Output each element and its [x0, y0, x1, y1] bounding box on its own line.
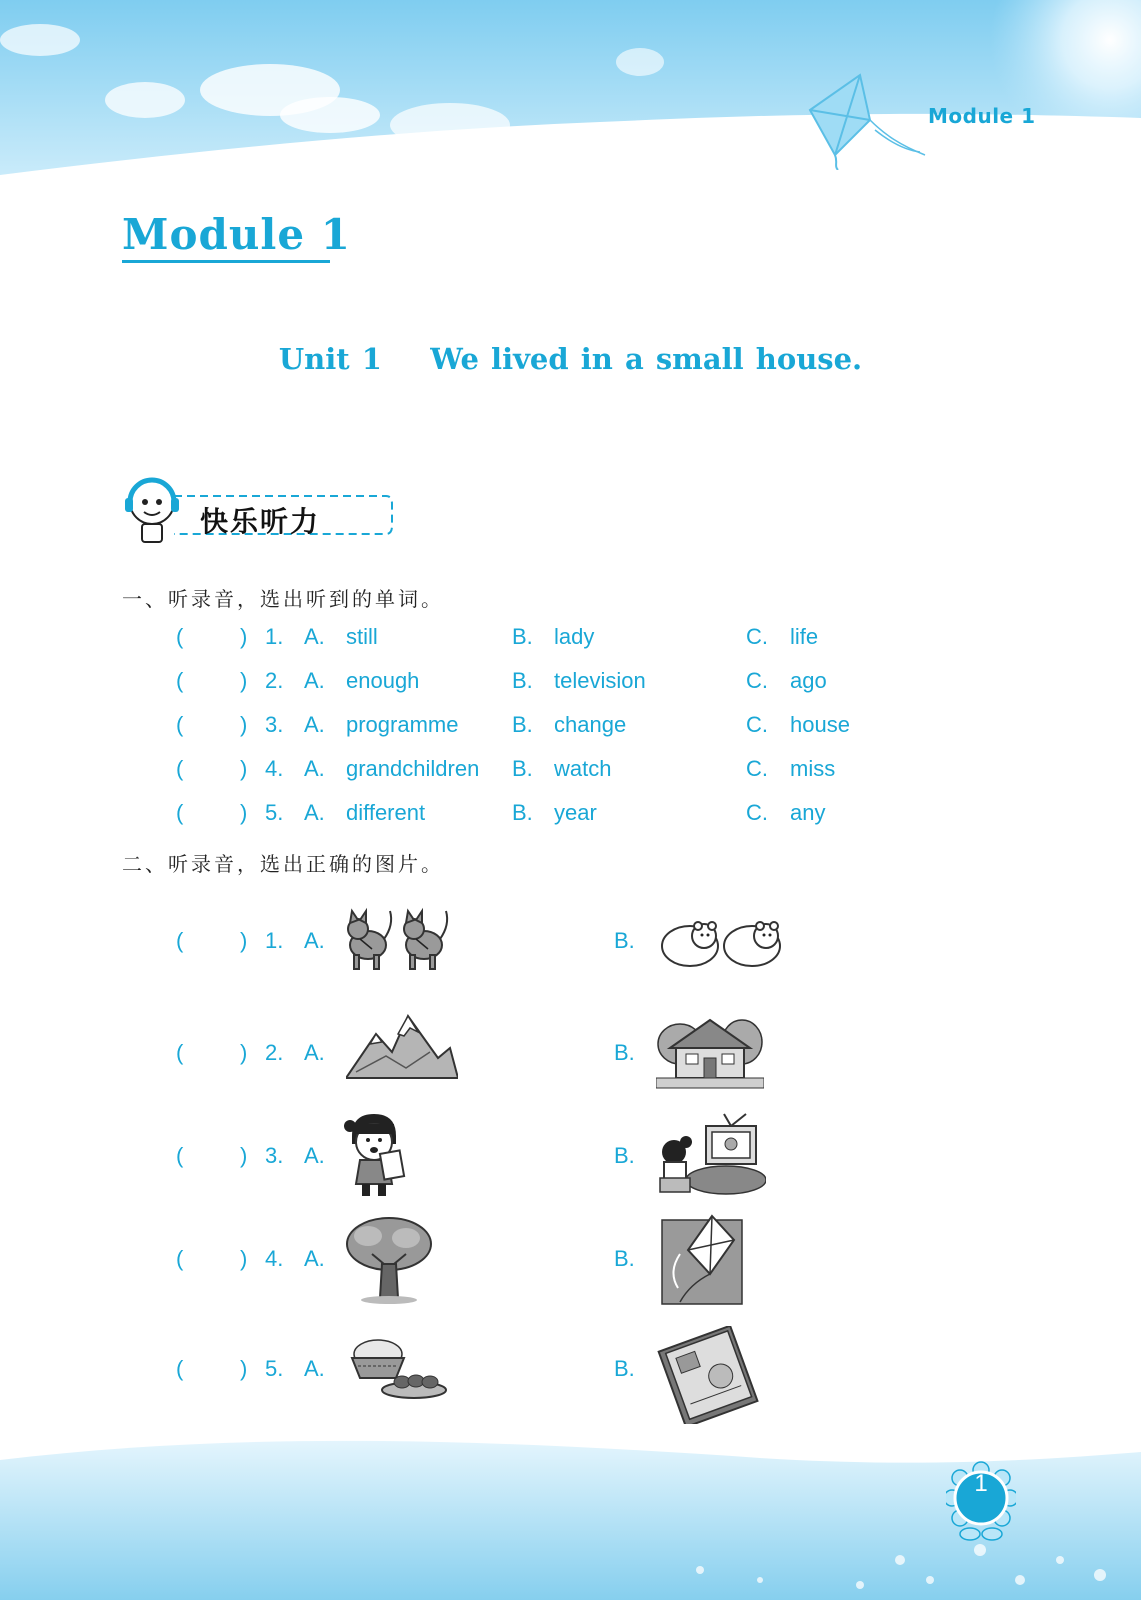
option-b-label: B.	[512, 712, 533, 737]
answer-paren-left: (	[176, 800, 184, 825]
section-banner-title: 快乐听力	[200, 505, 321, 538]
answer-paren-right: )	[240, 624, 248, 649]
option-c-label: C.	[746, 624, 768, 649]
module-title-underline	[122, 260, 330, 263]
item-number: 1.	[265, 928, 284, 953]
item-number: 5.	[265, 1356, 284, 1381]
kite-icon	[660, 1214, 744, 1306]
option-c-word: miss	[790, 756, 836, 781]
answer-paren-left: (	[176, 1143, 184, 1168]
answer-paren-left: (	[176, 1246, 184, 1271]
answer-paren-left: (	[176, 624, 184, 649]
unit-label: Unit 1	[278, 342, 382, 376]
option-b-label: B.	[614, 1246, 635, 1271]
answer-paren-left: (	[176, 1040, 184, 1065]
option-a-label: A.	[304, 928, 325, 953]
option-c-word: ago	[790, 668, 827, 693]
unit-sentence: We lived in a small house.	[430, 342, 863, 376]
option-b-word: year	[554, 800, 597, 825]
item-number: 2.	[265, 1040, 284, 1065]
option-b-label: B.	[614, 1356, 635, 1381]
module-title: Module 1	[122, 210, 351, 259]
part2-item-5	[0, 1356, 1141, 1386]
option-b-label: B.	[512, 756, 533, 781]
page-number: 1	[974, 1470, 988, 1497]
house-icon	[656, 1014, 764, 1090]
part2-item-3	[0, 1143, 1141, 1173]
option-b-label: B.	[614, 1143, 635, 1168]
part2-item-1	[0, 928, 1141, 958]
option-a-word: grandchildren	[346, 756, 480, 781]
answer-paren-left: (	[176, 1356, 184, 1381]
item-number: 4.	[265, 1246, 284, 1271]
answer-paren-right: )	[240, 668, 248, 693]
option-b-label: B.	[512, 624, 533, 649]
option-b-word: watch	[554, 756, 612, 781]
part2-item-2	[0, 1040, 1141, 1070]
item-number: 2.	[265, 668, 284, 693]
option-b-label: B.	[512, 800, 533, 825]
answer-paren-right: )	[240, 756, 248, 781]
option-c-label: C.	[746, 800, 768, 825]
part1-item-1	[0, 624, 1141, 654]
option-c-word: life	[790, 624, 819, 649]
option-c-word: house	[790, 712, 850, 737]
unit-title	[0, 342, 1141, 376]
item-number: 5.	[265, 800, 284, 825]
part1-item-2	[0, 668, 1141, 698]
option-c-label: C.	[746, 756, 768, 781]
answer-paren-left: (	[176, 928, 184, 953]
option-a-word: programme	[346, 712, 459, 737]
girl-reading-icon	[344, 1112, 414, 1198]
option-a-word: enough	[346, 668, 420, 693]
part2-item-4	[0, 1246, 1141, 1276]
part1-item-3	[0, 712, 1141, 742]
option-b-label: B.	[614, 928, 635, 953]
answer-paren-right: )	[240, 712, 248, 737]
answer-paren-right: )	[240, 1246, 248, 1271]
item-number: 3.	[265, 712, 284, 737]
option-c-label: C.	[746, 712, 768, 737]
two-cats-icon	[342, 905, 454, 975]
option-b-word: change	[554, 712, 627, 737]
answer-paren-left: (	[176, 756, 184, 781]
option-a-label: A.	[304, 712, 325, 737]
part1-item-5	[0, 800, 1141, 830]
answer-paren-right: )	[240, 800, 248, 825]
girl-watching-tv-icon	[656, 1112, 766, 1198]
answer-paren-right: )	[240, 928, 248, 953]
tree-icon	[344, 1214, 434, 1306]
option-a-word: different	[346, 800, 426, 825]
option-b-label: B.	[512, 668, 533, 693]
option-c-label: C.	[746, 668, 768, 693]
part2-instruction: 二、听录音，选出正确的图片。	[122, 852, 444, 876]
item-number: 4.	[265, 756, 284, 781]
option-a-label: A.	[304, 1040, 325, 1065]
option-a-label: A.	[304, 1356, 325, 1381]
answer-paren-right: )	[240, 1040, 248, 1065]
answer-paren-left: (	[176, 712, 184, 737]
option-a-label: A.	[304, 624, 325, 649]
item-number: 1.	[265, 624, 284, 649]
book-icon	[654, 1326, 764, 1424]
two-bears-icon	[660, 918, 786, 970]
option-b-word: television	[554, 668, 646, 693]
option-b-label: B.	[614, 1040, 635, 1065]
food-bowls-icon	[348, 1336, 448, 1402]
answer-paren-right: )	[240, 1356, 248, 1381]
header-module-label: Module 1	[928, 104, 1036, 128]
option-a-label: A.	[304, 1143, 325, 1168]
mountains-icon	[346, 1012, 458, 1082]
option-a-word: still	[346, 624, 378, 649]
option-a-label: A.	[304, 668, 325, 693]
option-a-label: A.	[304, 1246, 325, 1271]
option-b-word: lady	[554, 624, 595, 649]
kite-decoration-icon	[800, 70, 930, 170]
answer-paren-left: (	[176, 668, 184, 693]
option-a-label: A.	[304, 756, 325, 781]
item-number: 3.	[265, 1143, 284, 1168]
part1-item-4	[0, 756, 1141, 786]
option-c-word: any	[790, 800, 826, 825]
option-a-label: A.	[304, 800, 325, 825]
part1-instruction: 一、听录音，选出听到的单词。	[122, 587, 444, 611]
answer-paren-right: )	[240, 1143, 248, 1168]
